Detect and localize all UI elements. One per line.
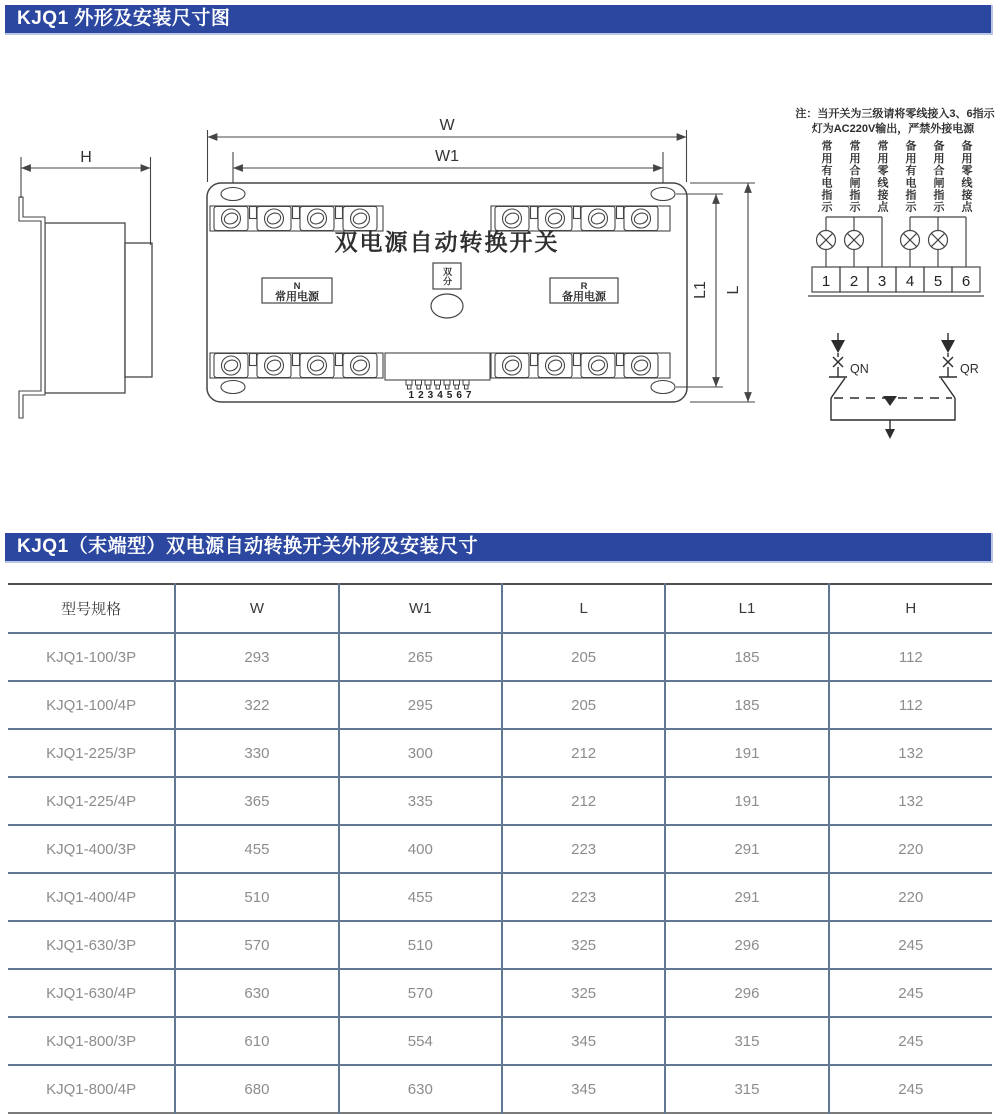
- table-cell: 245: [829, 921, 992, 969]
- table-cell: KJQ1-400/4P: [8, 873, 175, 921]
- table-cell: 510: [175, 873, 338, 921]
- table-cell: 245: [829, 969, 992, 1017]
- table-cell: 300: [339, 729, 502, 777]
- table-cell: 245: [829, 1065, 992, 1113]
- table-cell: 570: [175, 921, 338, 969]
- column-header-model: 型号规格: [61, 601, 122, 618]
- wiring-note-line1: 注：当开关为三级请将零线接入3、6指示: [795, 108, 995, 120]
- table-cell: 112: [829, 681, 992, 729]
- column-header-w: W: [175, 584, 338, 633]
- table-row: [8, 873, 992, 921]
- table-cell: KJQ1-630/4P: [8, 969, 175, 1017]
- dim-label-l: L: [725, 285, 742, 295]
- table-cell: 291: [665, 825, 828, 873]
- table-cell: 315: [665, 1065, 828, 1113]
- table-cell: 510: [339, 921, 502, 969]
- table-body: [8, 633, 992, 1113]
- table-cell: KJQ1-630/3P: [8, 921, 175, 969]
- table-row: [8, 633, 992, 681]
- table-cell: 296: [665, 969, 828, 1017]
- dim-label-w1: W1: [435, 148, 459, 165]
- terminal-number: 5: [933, 273, 943, 290]
- terminal-column-label: 备用合闸指示: [932, 140, 944, 214]
- table-cell: 315: [665, 1017, 828, 1065]
- table-cell: 554: [339, 1017, 502, 1065]
- table-cell: 345: [502, 1017, 665, 1065]
- table-row: [8, 1065, 992, 1113]
- front-view-drawing: [207, 130, 755, 402]
- table-cell: KJQ1-800/3P: [8, 1017, 175, 1065]
- table-cell: 191: [665, 729, 828, 777]
- table-cell: 325: [502, 969, 665, 1017]
- column-header-w1: W1: [339, 584, 502, 633]
- table-cell: 345: [502, 1065, 665, 1113]
- table-cell: 295: [339, 681, 502, 729]
- table-row: [8, 921, 992, 969]
- table-cell: 296: [665, 921, 828, 969]
- column-header-l: L: [502, 584, 665, 633]
- terminal-column-label: 常用有电指示: [820, 140, 832, 214]
- table-cell: 322: [175, 681, 338, 729]
- table-cell: KJQ1-100/3P: [8, 633, 175, 681]
- table-cell: 223: [502, 825, 665, 873]
- table-cell: 205: [502, 633, 665, 681]
- dimension-diagram: [0, 40, 1000, 532]
- indicator-lamp-icon: [901, 231, 920, 250]
- column-header-h: H: [829, 584, 992, 633]
- section-banner-outline: KJQ1 外形及安装尺寸图: [5, 5, 993, 35]
- table-cell: 365: [175, 777, 338, 825]
- terminal-number: 2: [849, 273, 859, 290]
- table-row: [8, 681, 992, 729]
- indicator-lamp-icon: [845, 231, 864, 250]
- reserve-source-label: 备用电源: [562, 291, 606, 303]
- table-cell: KJQ1-225/3P: [8, 729, 175, 777]
- terminal-number: 1: [821, 273, 831, 290]
- table-cell: 455: [175, 825, 338, 873]
- dip-pin-numbers: 1234567: [408, 390, 476, 401]
- table-cell: 212: [502, 777, 665, 825]
- table-cell: KJQ1-100/4P: [8, 681, 175, 729]
- diagram-canvas: [0, 40, 1000, 532]
- reserve-source-code: R: [580, 281, 588, 292]
- table-cell: 325: [502, 921, 665, 969]
- table-row: [8, 729, 992, 777]
- table-row: [8, 825, 992, 873]
- table-cell: 205: [502, 681, 665, 729]
- normal-source-label: 常用电源: [275, 291, 319, 303]
- table-header-row: [8, 584, 992, 633]
- transfer-circuit: [829, 333, 957, 439]
- table-cell: KJQ1-400/3P: [8, 825, 175, 873]
- dim-label-w: W: [439, 117, 455, 134]
- terminal-column-label: 备用零线接点: [960, 140, 972, 214]
- wiring-note-line2: 灯为AC220V输出，严禁外接电源: [811, 123, 975, 135]
- side-view-drawing: [19, 157, 152, 418]
- table-cell: 400: [339, 825, 502, 873]
- terminal-column-label: 备用有电指示: [904, 140, 916, 214]
- table-cell: 293: [175, 633, 338, 681]
- table-cell: 630: [339, 1065, 502, 1113]
- table-cell: 330: [175, 729, 338, 777]
- table-cell: 132: [829, 729, 992, 777]
- table-cell: 220: [829, 825, 992, 873]
- table-row: [8, 969, 992, 1017]
- table-row: [8, 1017, 992, 1065]
- table-cell: 223: [502, 873, 665, 921]
- table-cell: 335: [339, 777, 502, 825]
- indicator-wiring: [808, 217, 984, 296]
- dimension-table: [8, 583, 992, 1114]
- dim-label-h: H: [80, 149, 92, 166]
- table-cell: 185: [665, 633, 828, 681]
- table-cell: 212: [502, 729, 665, 777]
- table-cell: 245: [829, 1017, 992, 1065]
- normal-source-code: N: [293, 281, 301, 292]
- dim-label-l1: L1: [692, 281, 709, 299]
- terminal-column-label: 常用合闸指示: [848, 140, 860, 214]
- table-cell: 680: [175, 1065, 338, 1113]
- column-header-l1: L1: [665, 584, 828, 633]
- terminal-number: 6: [961, 273, 971, 290]
- table-cell: 132: [829, 777, 992, 825]
- switch-label-qn: QN: [850, 362, 869, 376]
- table-cell: 630: [175, 969, 338, 1017]
- indicator-lamp-icon: [929, 231, 948, 250]
- table-cell: 265: [339, 633, 502, 681]
- section-banner-table: KJQ1（末端型）双电源自动转换开关外形及安装尺寸: [5, 533, 993, 563]
- table-cell: 185: [665, 681, 828, 729]
- terminal-number: 3: [877, 273, 887, 290]
- indicator-lamp-icon: [817, 231, 836, 250]
- terminal-number: 4: [905, 273, 915, 290]
- table-cell: KJQ1-800/4P: [8, 1065, 175, 1113]
- dual-off-button-label: 双分: [442, 267, 452, 286]
- table-cell: 112: [829, 633, 992, 681]
- table-cell: KJQ1-225/4P: [8, 777, 175, 825]
- table-row: [8, 777, 992, 825]
- table-cell: 291: [665, 873, 828, 921]
- table-cell: 455: [339, 873, 502, 921]
- table-cell: 610: [175, 1017, 338, 1065]
- table-cell: 191: [665, 777, 828, 825]
- table-cell: 220: [829, 873, 992, 921]
- terminal-column-label: 常用零线接点: [876, 140, 888, 214]
- table-cell: 570: [339, 969, 502, 1017]
- switch-label-qr: QR: [960, 362, 979, 376]
- device-title: 双电源自动转换开关: [334, 229, 560, 255]
